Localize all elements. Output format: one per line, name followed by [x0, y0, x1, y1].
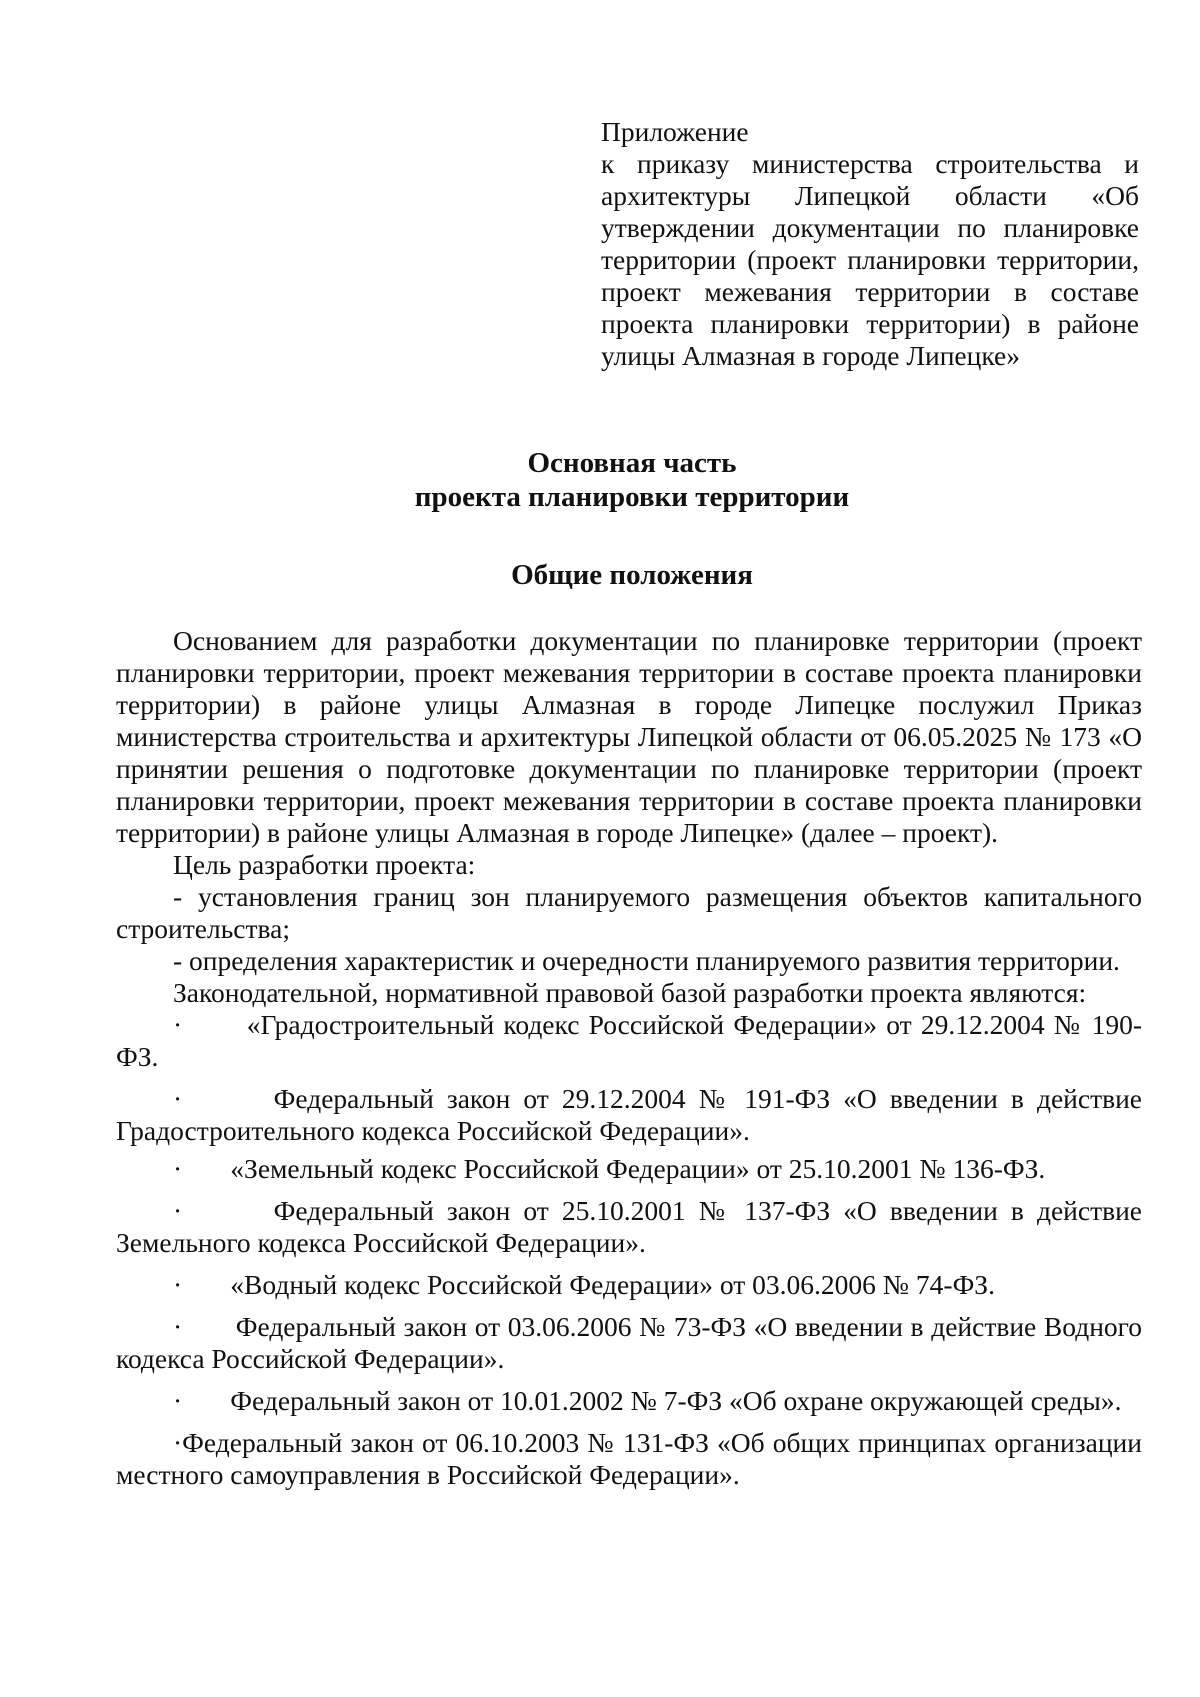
law-item — [116, 1153, 1142, 1185]
appendix-title: Приложение — [601, 116, 749, 147]
appendix-block — [601, 116, 1139, 372]
main-heading — [0, 446, 1200, 514]
bullet-symbol: · — [173, 1311, 183, 1342]
document-body — [116, 625, 1142, 1491]
paragraph-goal-2: - определения характеристик и очередности планируемого развития территории. — [173, 945, 1120, 976]
bullet-symbol: · — [173, 1269, 183, 1300]
main-heading-line1: Основная часть — [527, 447, 737, 479]
appendix-text: к приказу министерства строительства и архитектуры Липецкой области «Об утверждении документации по планировке территории (проект планировки территории, проект межевания территории в составе проекта планировки территории) в районе улицы Алмазная в городе Липецке» — [601, 148, 1139, 371]
bullet-symbol: · — [173, 1427, 183, 1458]
bullet-symbol: · — [173, 1083, 183, 1114]
bullet-symbol: · — [173, 1153, 183, 1184]
bullet-symbol: · — [173, 1009, 183, 1040]
law-text: Федеральный закон от 25.10.2001 № 137-ФЗ «О введении в действие Земельного кодекса Российской Федерации». — [116, 1195, 1142, 1258]
paragraph-basis: Основанием для разработки документации по планировке территории (проект планировки территории, проект межевания территории в составе проекта планировки территории) в районе улицы Алмазная в городе Липецке послужил Приказ министерства строительства и архитектуры Липецкой области от 06.05.2025 № 173 «О принятии решения о подготовке документации по планировке территории (проект планировки территории, проект межевания территории в составе проекта планировки территории) в районе улицы Алмазная в городе Липецке» (далее – проект). — [116, 625, 1142, 848]
law-item — [116, 1083, 1142, 1147]
law-text: Федеральный закон от 10.01.2002 № 7-ФЗ «Об охране окружающей среды». — [230, 1385, 1122, 1416]
law-text: Федеральный закон от 06.10.2003 № 131-ФЗ «Об общих принципах организации местного самоуправления в Российской Федерации». — [116, 1427, 1142, 1490]
law-item — [116, 1427, 1142, 1491]
law-text: Федеральный закон от 03.06.2006 № 73-ФЗ «О введении в действие Водного кодекса Российской Федерации». — [116, 1311, 1142, 1374]
section-heading: Общие положения — [511, 559, 753, 591]
law-text: «Градостроительный кодекс Российской Федерации» от 29.12.2004 № 190-ФЗ. — [116, 1009, 1142, 1072]
law-text: Федеральный закон от 29.12.2004 № 191-ФЗ «О введении в действие Градостроительного кодекса Российской Федерации». — [116, 1083, 1142, 1146]
law-item — [116, 1269, 1142, 1301]
law-item — [116, 1195, 1142, 1259]
bullet-symbol: · — [173, 1195, 183, 1226]
law-text: «Водный кодекс Российской Федерации» от 03.06.2006 № 74-ФЗ. — [230, 1269, 995, 1300]
bullet-symbol: · — [173, 1385, 183, 1416]
paragraph-goal-1: - установления границ зон планируемого размещения объектов капитального строительства; — [116, 881, 1142, 944]
law-item — [116, 1311, 1142, 1375]
paragraph-base-intro: Законодательной, нормативной правовой базой разработки проекта являются: — [173, 977, 1087, 1008]
law-item — [116, 1385, 1142, 1417]
law-text: «Земельный кодекс Российской Федерации» от 25.10.2001 № 136-ФЗ. — [230, 1153, 1046, 1184]
main-heading-line2: проекта планировки территории — [414, 481, 850, 513]
paragraph-goal-intro: Цель разработки проекта: — [173, 849, 476, 880]
law-item — [116, 1009, 1142, 1073]
